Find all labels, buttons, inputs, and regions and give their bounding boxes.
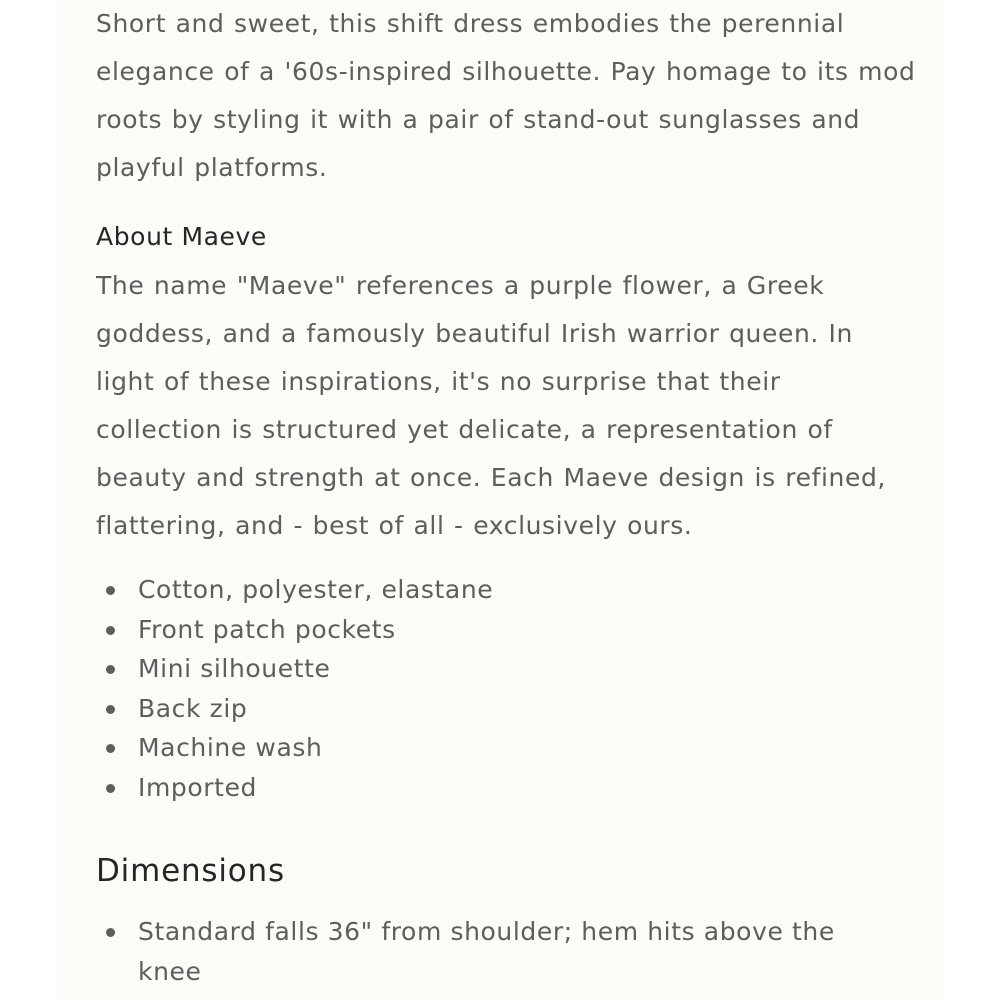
product-description-panel [56, 0, 944, 1000]
list-item: Front patch pockets [96, 610, 493, 650]
intro-paragraph: Short and sweet, this shift dress embodies the perennial elegance of a '60s-inspired silhouette. Pay homage to its mod roots by styling it with a pair of stand-out sunglasses and playful platforms. [96, 9, 916, 182]
feature-list [96, 570, 493, 808]
dimensions-list [96, 912, 886, 991]
list-item: Cotton, polyester, elastane [96, 570, 493, 610]
list-item: Mini silhouette [96, 649, 493, 689]
dimensions-heading: Dimensions [96, 853, 285, 889]
list-item: Machine wash [96, 728, 493, 768]
list-item: Standard falls 36" from shoulder; hem hits above the knee [96, 912, 886, 991]
about-brand-paragraph: The name "Maeve" references a purple flower, a Greek goddess, and a famously beautiful Irish warrior queen. In light of these inspirations, it's no surprise that their collection is structured yet delicate, a representation of beauty and strength at once. Each Maeve design is refined, flattering, and - best of all - exclusively ours. [96, 271, 886, 540]
list-item: Imported [96, 768, 493, 808]
list-item: Back zip [96, 689, 493, 729]
about-brand-heading: About Maeve [96, 222, 267, 251]
